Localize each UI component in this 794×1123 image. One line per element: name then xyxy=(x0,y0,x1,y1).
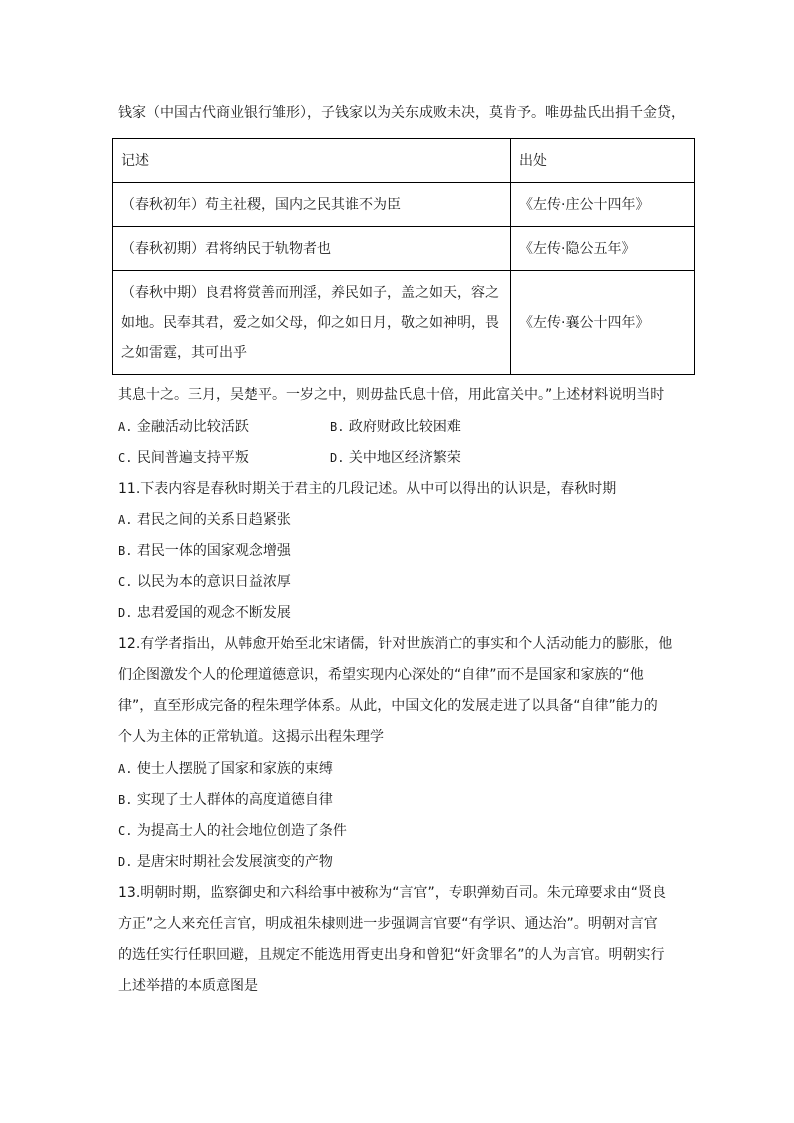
q12-stem-line: 个人为主体的正常轨道。这揭示出程朱理学 xyxy=(118,729,384,745)
option-text: 忠君爱国的观念不断发展 xyxy=(136,605,291,621)
option-text: 为提高士人的社会地位创造了条件 xyxy=(136,823,347,839)
option-label: C. xyxy=(118,824,133,838)
table-header-cell: 记述 xyxy=(113,139,511,183)
q13-stem-line: 的选任实行任职回避，且规定不能选用胥吏出身和曾犯“奸贪罪名”的人为言官。明朝实行 xyxy=(118,947,665,963)
option-label: C. xyxy=(118,575,133,589)
q10-option-c[interactable] xyxy=(118,448,249,468)
q11-option-b[interactable] xyxy=(118,541,291,561)
option-label: A. xyxy=(118,513,133,527)
option-label: D. xyxy=(118,855,133,869)
option-text: 政府财政比较困难 xyxy=(348,419,461,435)
option-text: 是唐宋时期社会发展演变的产物 xyxy=(136,854,333,870)
table-cell-source: 《左传·襄公十四年》 xyxy=(511,271,695,375)
table-cell-record xyxy=(113,271,511,375)
top-text-line: 钱家（中国古代商业银行雏形），子钱家以为关东成败未决，莫肯予。唯毋盐氏出捐千金贷， xyxy=(118,105,685,121)
q10-stem-tail: 其息十之。三月，吴楚平。一岁之中，则毋盐氏息十倍，用此富关中。”上述材料说明当时 xyxy=(118,387,665,403)
option-text: 实现了士人群体的高度道德自律 xyxy=(136,792,333,808)
table-row xyxy=(113,271,695,375)
option-label: B. xyxy=(118,793,133,807)
table-header-cell: 出处 xyxy=(511,139,695,183)
option-label: A. xyxy=(118,420,133,434)
table-row xyxy=(113,183,695,227)
q13-stem-line: 上述举措的本质意图是 xyxy=(118,978,258,994)
q13-stem-line: 方正”之人来充任言官，明成祖朱棣则进一步强调言官要“有学识、通达治”。明朝对言官 xyxy=(118,916,658,932)
table-cell-line: 之如雷霆，其可出乎 xyxy=(121,344,247,361)
option-label: C. xyxy=(118,451,133,465)
option-text: 金融活动比较活跃 xyxy=(136,419,249,435)
option-text: 民间普遍支持平叛 xyxy=(136,450,249,466)
option-label: B. xyxy=(118,544,133,558)
table-row xyxy=(113,227,695,271)
option-text: 使士人摆脱了国家和家族的束缚 xyxy=(136,761,333,777)
q12-option-c[interactable] xyxy=(118,821,347,841)
q12-option-a[interactable] xyxy=(118,759,333,779)
option-text: 以民为本的意识日益浓厚 xyxy=(136,574,291,590)
q12-option-b[interactable] xyxy=(118,790,333,810)
table-header-row xyxy=(113,139,695,183)
option-text: 关中地区经济繁荣 xyxy=(348,450,461,466)
table-cell-line: 如地。民奉其君，爱之如父母，仰之如日月，敬之如神明，畏 xyxy=(121,314,499,331)
q10-option-d[interactable] xyxy=(330,448,461,468)
q11-option-a[interactable] xyxy=(118,510,291,530)
q13-stem-line: 13.明朝时期，监察御史和六科给事中被称为“言官”，专职弹劾百司。朱元璋要求由“贤良 xyxy=(118,885,667,901)
option-text: 君民一体的国家观念增强 xyxy=(136,543,291,559)
source-table xyxy=(112,138,695,375)
option-label: A. xyxy=(118,762,133,776)
table-cell-record: （春秋初年）苟主社稷，国内之民其谁不为臣 xyxy=(113,183,511,227)
table-cell-line: （春秋中期）良君将赏善而刑淫，养民如子，盖之如天，容之 xyxy=(121,284,499,301)
q12-stem-line: 12.有学者指出，从韩愈开始至北宋诸儒，针对世族消亡的事实和个人活动能力的膨胀，他 xyxy=(118,636,673,652)
q12-option-d[interactable] xyxy=(118,852,333,872)
q11-option-d[interactable] xyxy=(118,603,291,623)
option-label: D. xyxy=(118,606,133,620)
q12-stem-line: 们企图激发个人的伦理道德意识，希望实现内心深处的“自律”而不是国家和家族的“他 xyxy=(118,667,644,683)
q11-option-c[interactable] xyxy=(118,572,291,592)
table-cell-source: 《左传·隐公五年》 xyxy=(511,227,695,271)
table-cell-record: （春秋初期）君将纳民于轨物者也 xyxy=(113,227,511,271)
option-label: D. xyxy=(330,451,345,465)
q11-stem: 11.下表内容是春秋时期关于君主的几段记述。从中可以得出的认识是，春秋时期 xyxy=(118,481,617,497)
q10-option-b[interactable] xyxy=(330,417,461,437)
option-label: B. xyxy=(330,420,345,434)
table-cell-source: 《左传·庄公十四年》 xyxy=(511,183,695,227)
option-text: 君民之间的关系日趋紧张 xyxy=(136,512,291,528)
q12-stem-line: 律”，直至形成完备的程朱理学体系。从此，中国文化的发展走进了以具备“自律”能力的 xyxy=(118,698,658,714)
q10-option-a[interactable] xyxy=(118,417,249,437)
